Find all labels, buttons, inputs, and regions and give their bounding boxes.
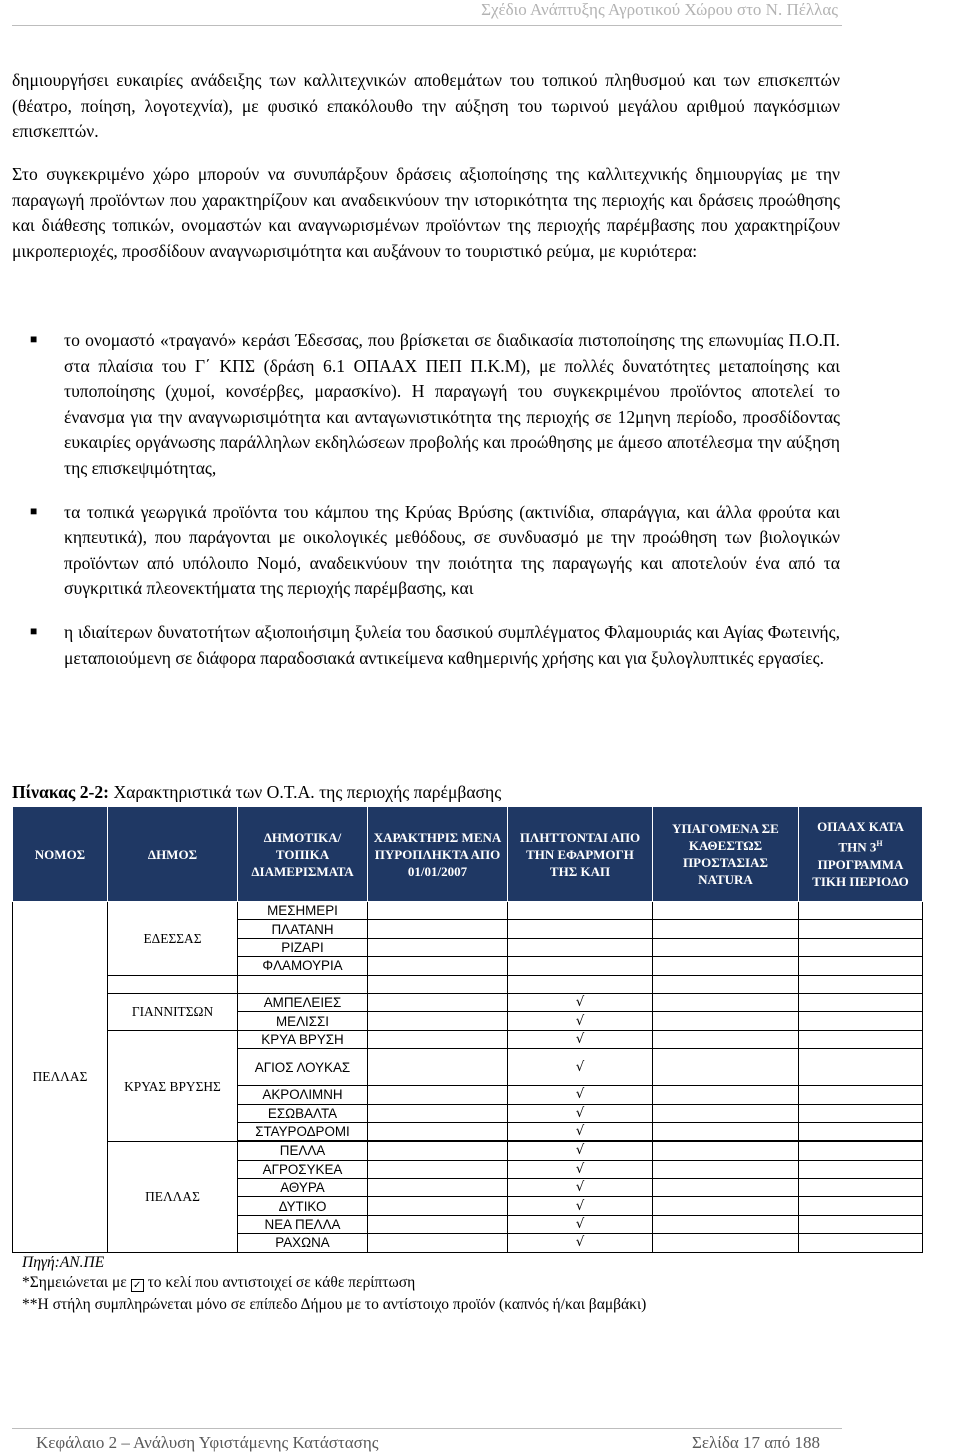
page-header [0,0,960,26]
cell-pyroplikta [368,1215,508,1233]
cell-pyroplikta [368,938,508,956]
cell-natura [653,938,799,956]
table-caption [12,782,501,803]
header-nomos: ΝΟΜΟΣ [13,807,108,902]
cell-diamerisma: ΡΙΖΑΡΙ [238,938,368,956]
bullet-item-timber [12,620,840,671]
cell-kap [508,902,653,920]
cell-natura [653,993,799,1011]
bullet-text: τα τοπικά γεωργικά προϊόντα του κάμπου της Κρύας Βρύσης (ακτινίδια, σπαράγγια, και άλλα φρούτα και κηπευτικά), που παράγονται με οικολογικές μεθόδους, σε συνδυασμό με την προώθηση των βιολογικών προϊόντων από υπόλοιπο Νομό, αναδεικνύουν την ποιότητα της παραγωγής και αποτελούν ένα από τα συγκριτικά πλεονεκτήματα της περιοχής παρέμβασης, και [64,501,840,599]
cell-dimos-krya-vrysi: ΚΡΥΑΣ ΒΡΥΣΗΣ [108,1030,238,1142]
cell-opaax [799,1122,923,1140]
cell-kap: √ [508,1122,653,1140]
cell-kap: √ [508,1049,653,1086]
cell-opaax [799,1160,923,1178]
cell-kap: √ [508,993,653,1011]
cell-natura [653,1104,799,1122]
cell-diamerisma: ΡΑΧΩΝΑ [238,1234,368,1252]
cell-kap: √ [508,1197,653,1215]
cell-natura [653,1215,799,1233]
bullet-list [12,328,840,689]
cell-natura [653,1197,799,1215]
cell-pyroplikta [368,920,508,938]
cell-diamerisma: ΑΜΠΕΛΕΙΕΣ [238,993,368,1011]
ota-table [12,806,923,1253]
cell-pyroplikta [368,1122,508,1140]
cell-kap: √ [508,1215,653,1233]
bullet-text: η ιδιαίτερων δυνατοτήτων αξιοποιήσιμη ξυλεία του δασικού συμπλέγματος Φλαμουριάς και Αγίας Φωτεινής, μεταποιούμενη σε διάφορα παραδοσιακά αντικείμενα καθημερινής χρήσης και για ξυλογλυπτικές εργασίες. [64,621,840,668]
note-1-text-after: το κελί που αντιστοιχεί σε κάθε περίπτωση [143,1274,416,1291]
cell-diamerisma: ΕΣΩΒΑΛΤΑ [238,1104,368,1122]
cell-natura [653,1049,799,1086]
cell-natura [653,1179,799,1197]
cell-pyroplikta [368,993,508,1011]
cell-natura [653,1030,799,1048]
note-1-text-before: *Σημειώνεται με [22,1274,131,1291]
cell-diamerisma: ΑΓΙΟΣ ΛΟΥΚΑΣ [238,1049,368,1086]
table-note-1 [22,1274,415,1292]
footer-page-number: Σελίδα 17 από 188 [691,1433,820,1452]
cell-spacer [108,975,238,993]
header-title: Σχέδιο Ανάπτυξης Αγροτικού Χώρου στο Ν. Πέλλας [481,0,838,19]
cell-opaax [799,993,923,1011]
cell-opaax [799,957,923,975]
cell-dimos-pella: ΠΕΛΛΑΣ [108,1142,238,1252]
cell-natura [653,1012,799,1030]
cell-diamerisma: ΦΛΑΜΟΥΡΙΑ [238,957,368,975]
cell-diamerisma: ΝΕΑ ΠΕΛΛΑ [238,1215,368,1233]
cell-pyroplikta [368,1234,508,1252]
cell-spacer [653,975,799,993]
cell-spacer [799,975,923,993]
header-dimos: ΔΗΜΟΣ [108,807,238,902]
cell-dimos-giannitsa: ΓΙΑΝΝΙΤΣΩΝ [108,993,238,1030]
cell-opaax [799,1104,923,1122]
paragraph-2: Στο συγκεκριμένο χώρο μπορούν να συνυπάρξουν δράσεις αξιοποίησης της καλλιτεχνικής δημιουργίας με την παραγωγή προϊόντων που χαρακτηρίζουν και αναδεικνύουν την ιστορικότητα της περιοχής και δράσεις προώθησης και διάθεσης τοπικών, ονομαστών και αναγνωρισμένων προϊόντων της περιοχής παρέμβασης που χαρακτηρίζουν μικροπεριοχές, προσδίδουν αναγνωρισιμότητα και αυξάνουν το τουριστικό ρεύμα, με κυριότερα: [12,164,840,261]
cell-opaax [799,1197,923,1215]
cell-kap: √ [508,1179,653,1197]
square-bullet-icon: ■ [30,332,38,346]
table-caption-label: Πίνακας 2-2: [12,782,110,802]
cell-natura [653,902,799,920]
table-note-2: **Η στήλη συμπληρώνεται μόνο σε επίπεδο Δήμου με το αντίστοιχο προϊόν (καπνός ή/και βαμβάκι) [22,1296,647,1313]
cell-diamerisma: ΜΕΛΙΣΣΙ [238,1012,368,1030]
cell-opaax [799,1179,923,1197]
cell-diamerisma: ΣΤΑΥΡΟΔΡΟΜΙ [238,1122,368,1140]
cell-opaax [799,1030,923,1048]
footer-chapter: Κεφάλαιο 2 – Ανάλυση Υφιστάμενης Κατάστασης [36,1433,379,1452]
cell-pyroplikta [368,1179,508,1197]
cell-kap: √ [508,1086,653,1104]
cell-opaax [799,938,923,956]
header-opaax-sup: Η [876,839,883,849]
cell-kap [508,920,653,938]
cell-kap: √ [508,1104,653,1122]
cell-pyroplikta [368,1049,508,1086]
cell-opaax [799,920,923,938]
cell-pyroplikta [368,1086,508,1104]
cell-diamerisma: ΑΘΥΡΑ [238,1179,368,1197]
cell-opaax [799,1215,923,1233]
table-row [13,1142,923,1160]
cell-natura [653,1142,799,1160]
cell-natura [653,920,799,938]
cell-pyroplikta [368,1030,508,1048]
cell-kap: √ [508,1030,653,1048]
cell-opaax [799,1234,923,1252]
header-opaax [799,807,923,902]
cell-kap: √ [508,1012,653,1030]
cell-opaax [799,1142,923,1160]
cell-pyroplikta [368,902,508,920]
header-natura: ΥΠΑΓΟΜΕΝΑ ΣΕ ΚΑΘΕΣΤΩΣ ΠΡΟΣΤΑΣΙΑΣ NATURA [653,807,799,902]
square-bullet-icon: ■ [30,503,38,518]
table-source: Πηγή:ΑΝ.ΠΕ [22,1254,105,1271]
cell-natura [653,1160,799,1178]
cell-pyroplikta [368,1104,508,1122]
table-row [13,993,923,1011]
header-pyroplikta: ΧΑΡΑΚΤΗΡΙΣ ΜΕΝΑ ΠΥΡΟΠΛΗΚΤΑ ΑΠΟ 01/01/2007 [368,807,508,902]
cell-diamerisma: ΑΚΡΟΛΙΜΝΗ [238,1086,368,1104]
header-diamerismata: ΔΗΜΟΤΙΚΑ/ ΤΟΠΙΚΑ ΔΙΑΜΕΡΙΣΜΑΤΑ [238,807,368,902]
cell-spacer [368,975,508,993]
cell-diamerisma: ΠΕΛΛΑ [238,1142,368,1160]
cell-diamerisma: ΠΛΑΤΑΝΗ [238,920,368,938]
footer-divider [12,1428,842,1429]
bullet-item-agricultural [12,500,840,602]
cell-natura [653,1086,799,1104]
cell-kap [508,938,653,956]
cell-nomos: ΠΕΛΛΑΣ [13,902,108,1253]
cell-natura [653,1234,799,1252]
table-spacer-row [13,975,923,993]
cell-spacer [508,975,653,993]
cell-diamerisma: ΑΓΡΟΣΥΚΕΑ [238,1160,368,1178]
paragraph-1: δημιουργήσει ευκαιρίες ανάδειξης των καλλιτεχνικών αποθεμάτων του τοπικού πληθυσμού και των επισκεπτών (θέατρο, ποίηση, λογοτεχνία), με φυσικό επακόλουθο την αύξηση του τωρινού μεγάλου αριθμού παγκόσμιων επισκεπτών. [12,70,840,142]
cell-pyroplikta [368,1142,508,1160]
cell-opaax [799,1049,923,1086]
bullet-item-cherry [12,328,840,482]
cell-pyroplikta [368,1160,508,1178]
header-kap: ΠΛΗΤΤΟΝΤΑΙ ΑΠΟ ΤΗΝ ΕΦΑΡΜΟΓΗ ΤΗΣ ΚΑΠ [508,807,653,902]
cell-kap [508,957,653,975]
table-header-row [13,807,923,902]
table-row [13,1030,923,1048]
cell-pyroplikta [368,1197,508,1215]
cell-kap: √ [508,1160,653,1178]
cell-pyroplikta [368,957,508,975]
cell-dimos-edessa: ΕΔΕΣΣΑΣ [108,902,238,976]
cell-opaax [799,902,923,920]
cell-kap: √ [508,1142,653,1160]
cell-spacer [238,975,368,993]
table-row [13,902,923,920]
cell-natura [653,1122,799,1140]
cell-opaax [799,1012,923,1030]
checkbox-checked-icon: ✓ [131,1279,144,1292]
header-opaax-main: ΟΠΑΑΧ ΚΑΤΑ ΤΗΝ 3 [817,819,904,855]
cell-opaax [799,1086,923,1104]
cell-diamerisma: ΔΥΤΙΚΟ [238,1197,368,1215]
cell-natura [653,957,799,975]
cell-diamerisma: ΜΕΣΗΜΕΡΙ [238,902,368,920]
header-opaax-rest: ΠΡΟΓΡΑΜΜΑ ΤΙΚΗ ΠΕΡΙΟΔΟ [812,856,909,889]
bullet-text: το ονομαστό «τραγανό» κεράσι Έδεσσας, που βρίσκεται σε διαδικασία πιστοποίησης της επωνυμίας Π.Ο.Π. στα πλαίσια του Γ΄ ΚΠΣ (δράση 6.1 ΟΠΑΑΧ ΠΕΠ Π.Κ.Μ), με πολλές δυνατότητες μεταποίησης και τυποποίησης (χυμοί, κονσέρβες, μαρασκίνο). Η παραγωγή του συγκεκριμένου προϊόντος αποτελεί το ένανσμα για την αναγνωρισιμότητα και ανταγωνιστικότητα της περιοχής σε 12μηνη περίοδο, προσδίδοντας ευκαιρίες οργάνωσης παράλληλων εκδηλώσεων προβολής και προώθησης με άμεσο αποτέλεσμα την αύξηση της επισκεψιμότητας, [64,330,840,478]
cell-diamerisma: ΚΡΥΑ ΒΡΥΣΗ [238,1030,368,1048]
square-bullet-icon: ■ [30,623,38,638]
table-caption-text: Χαρακτηριστικά των Ο.Τ.Α. της περιοχής παρέμβασης [109,782,502,802]
header-divider [12,25,842,26]
cell-pyroplikta [368,1012,508,1030]
cell-kap: √ [508,1234,653,1252]
